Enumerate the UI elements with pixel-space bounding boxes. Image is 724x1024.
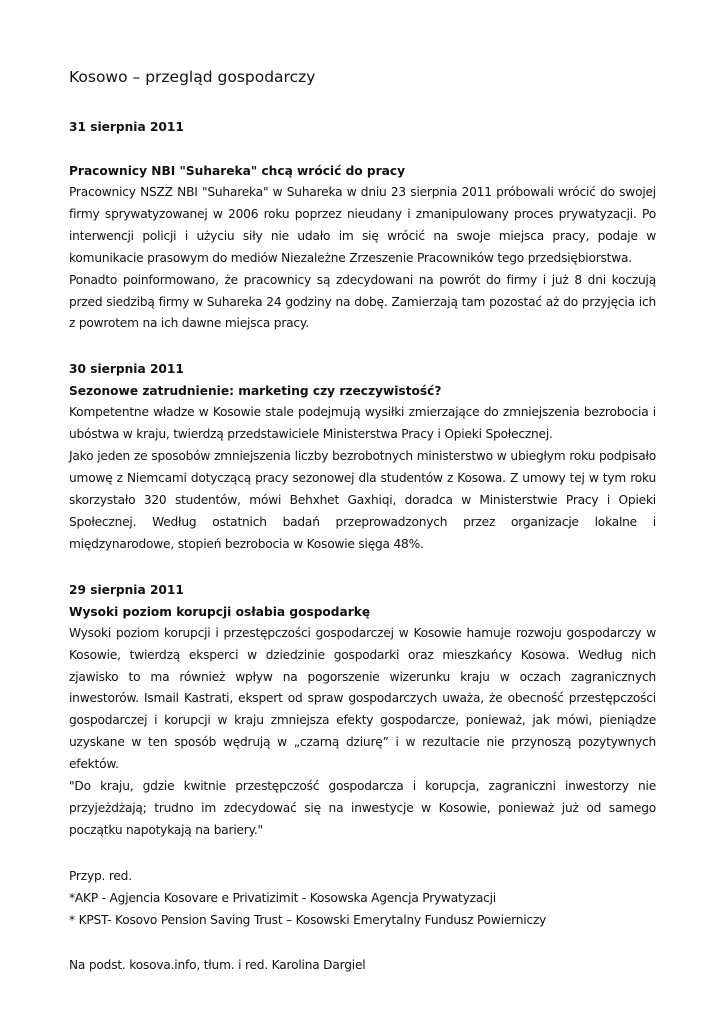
footer-credit: Na podst. kosova.info, tłum. i red. Karolina Dargiel <box>69 957 366 972</box>
section-paragraph: "Do kraju, gdzie kwitnie przestępczość gospodarcza i korupcja, zagraniczni inwestorzy nie przyjeżdżają; trudno im zdecydować się na inwestycje w Kosowie, ponieważ już od samego początku napotykają na bariery." <box>69 779 656 837</box>
section-date: 29 sierpnia 2011 <box>69 582 184 597</box>
section-paragraph: Jako jeden ze sposobów zmniejszenia liczby bezrobotnych ministerstwo w ubiegłym roku podpisało umowę z Niemcami dotyczącą pracy sezonowej dla studentów z Kosowa. Z umowy tej w tym roku skorzystało 320 studentów, mówi Behxhet Gaxhiqi, doradca w Ministerstwie Pracy i Opieki Społecznej. Według ostatnich badań przeprowadzonych przez organizacje lokalne i międzynarodowe, stopień bezrobocia w Kosowie sięga 48%. <box>69 449 656 551</box>
section-paragraph: Wysoki poziom korupcji i przestępczości gospodarczej w Kosowie hamuje rozwoju gospodarczy w Kosowie, twierdzą eksperci w dziedzinie gospodarki oraz mieszkańcy Kosowa. Według nich zjawisko to ma również wpływ na pogorszenie wizerunku kraju w oczach zagranicznych inwestorów. Ismail Kastrati, ekspert od spraw gospodarczych uważa, że obecność przestępczości gospodarczej i korupcji w kraju zmniejsza efekty gospodarcze, ponieważ, jak mówi, pieniądze uzyskane w ten sposób wędrują w „czarną dziurę” i w rezultacie nie przynoszą pozytywnych efektów. <box>69 625 656 772</box>
section-paragraph: Kompetentne władze w Kosowie stale podejmują wysiłki zmierzające do zmniejszenia bezrobocia i ubóstwa w kraju, twierdzą przedstawiciele Ministerstwa Pracy i Opieki Społecznej. <box>69 405 656 442</box>
news-section <box>69 358 656 555</box>
section-headline: Sezonowe zatrudnienie: marketing czy rzeczywistość? <box>69 384 442 399</box>
note-line: *AKP - Agjencia Kosovare e Privatizimit - Kosowska Agencja Prywatyzacji <box>69 890 496 905</box>
editor-notes <box>69 865 656 931</box>
news-section <box>69 579 656 842</box>
section-date: 31 sierpnia 2011 <box>69 120 184 134</box>
notes-label: Przyp. red. <box>69 868 132 883</box>
section-headline: Pracownicy NBI "Suhareka" chcą wrócić do pracy <box>69 164 406 178</box>
section-date: 30 sierpnia 2011 <box>69 362 184 377</box>
section-headline: Wysoki poziom korupcji osłabia gospodarkę <box>69 604 371 619</box>
section-paragraph: Ponadto poinformowano, że pracownicy są zdecydowani na powrót do firmy i już 8 dni koczują przed siedzibą firmy w Suhareka 24 godziny na dobę. Zamierzają tam pozostać aż do przyjęcia ich z powrotem na ich dawne miejsca pracy. <box>69 272 656 331</box>
document-page <box>69 66 656 976</box>
note-line: * KPST- Kosovo Pension Saving Trust – Kosowski Emerytalny Fundusz Powierniczy <box>69 912 547 927</box>
document-title: Kosowo – przegląd gospodarczy <box>69 68 316 86</box>
news-section <box>69 116 656 335</box>
section-paragraph: Pracownicy NSZZ NBI "Suhareka" w Suhareka w dniu 23 sierpnia 2011 próbowali wrócić do swojej firmy sprywatyzowanej w 2006 roku poprzez nieudany i zmanipulowany proces prywatyzacji. Po interwencji policji i użyciu siły nie udało im się wrócić na swoje miejsca pracy, podaje w komunikacie prasowym do mediów Niezależne Zrzeszenie Pracowników tego przedsiębiorstwa. <box>69 185 656 265</box>
